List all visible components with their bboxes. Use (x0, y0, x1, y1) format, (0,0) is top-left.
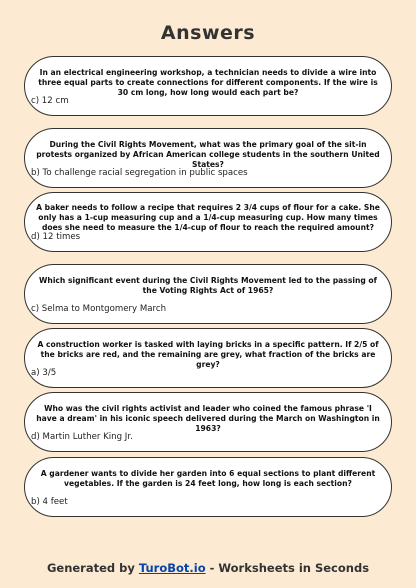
answer-text: b) To challenge racial segregation in public spaces (31, 168, 248, 178)
question-card (24, 328, 392, 388)
page-title: Answers (160, 22, 256, 44)
question-text: A gardener wants to divide her garden into 6 equal sections to plant different vegetables. If the garden is 24 feet long, how long is each section? (40, 469, 376, 488)
question-card (24, 56, 392, 116)
footer (0, 561, 416, 575)
turobot-link[interactable]: TuroBot.io (138, 561, 206, 575)
question-card (24, 128, 392, 188)
question-card (24, 264, 392, 324)
footer-prefix: Generated by (46, 561, 139, 575)
question-card (24, 392, 392, 452)
question-text: During the Civil Rights Movement, what was the primary goal of the sit-in protests organized by African American college students in the southern United States? (36, 140, 380, 169)
question-text: Who was the civil rights activist and leader who coined the famous phrase 'I have a dream' in his iconic speech delivered during the March on Washington in 1963? (36, 404, 380, 433)
answer-text: d) 12 times (31, 232, 81, 242)
answer-text: c) Selma to Montgomery March (31, 304, 167, 314)
question-text: A baker needs to follow a recipe that requires 2 3/4 cups of flour for a cake. She only has a 1-cup measuring cup and a 1/4-cup measuring cup. How many times does she need to measure the 1/4-cup of flour to reach the required amount? (36, 203, 380, 232)
question-text: A construction worker is tasked with laying bricks in a specific pattern. If 2/5 of the bricks are red, and the remaining are grey, what fraction of the bricks are grey? (37, 340, 379, 369)
question-card (24, 457, 392, 517)
answer-text: a) 3/5 (31, 368, 57, 378)
question-card (24, 192, 392, 252)
question-text: Which significant event during the Civil Rights Movement led to the passing of the Voting Rights Act of 1965? (39, 276, 377, 295)
answer-text: b) 4 feet (31, 497, 68, 507)
question-text: In an electrical engineering workshop, a technician needs to divide a wire into three equal parts to create connections for different components. If the wire is 30 cm long, how long would each part be? (38, 68, 378, 97)
answer-text: d) Martin Luther King Jr. (31, 432, 133, 442)
answer-text: c) 12 cm (31, 96, 69, 106)
footer-suffix: - Worksheets in Seconds (205, 561, 370, 575)
